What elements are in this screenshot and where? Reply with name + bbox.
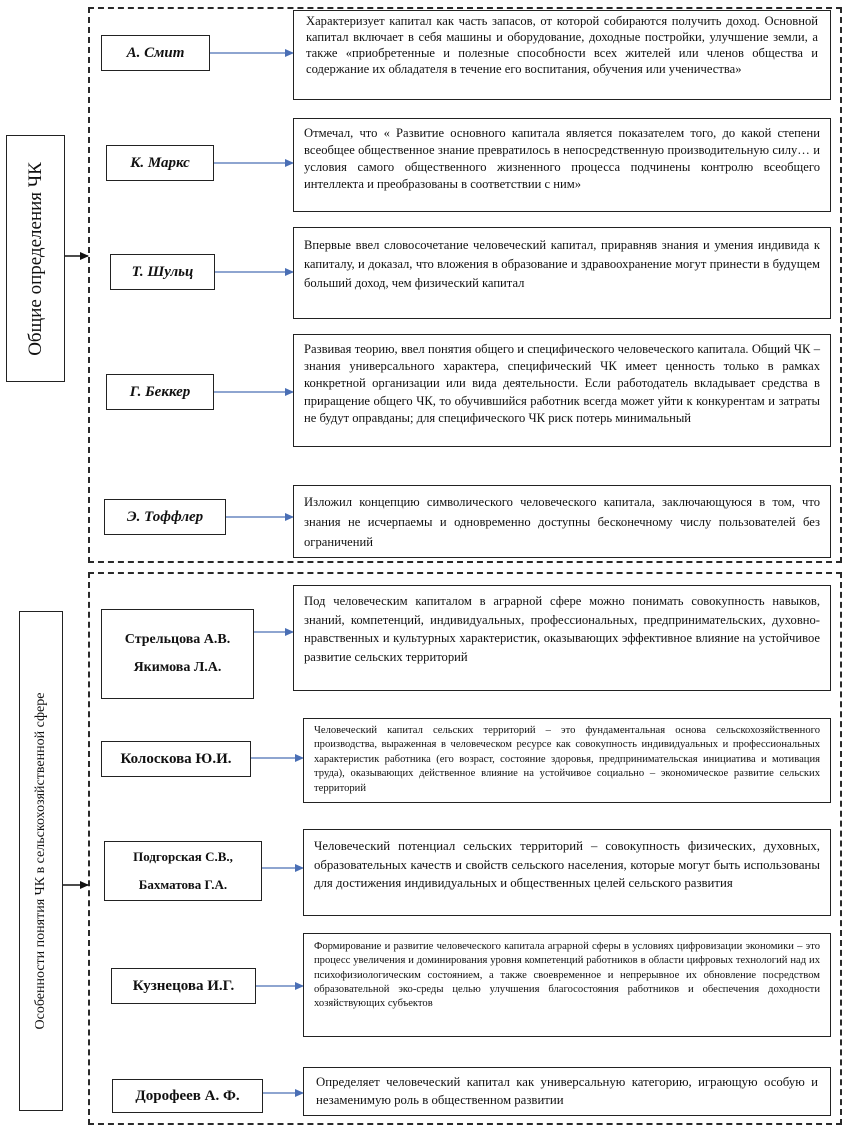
author-becker: Г. Беккер <box>106 374 214 410</box>
side-label-agrarian-text: Особенности понятия ЧК в сельскохозяйственной сфере <box>33 692 48 1030</box>
description-kuznetsova: Формирование и развитие человеческого капитала аграрной сферы в условиях цифровизации экономики – это процесс увеличения и доминирования уровня компетенций работников в области цифровых технологий над их психофизиологическим состоянием, а также своевременное и непрерывное их обновление посредством образовательной эко-среды целью улучшения благосостояния работников и обеспечения доходности хозяйствующих субъектов <box>303 933 831 1037</box>
description-podgorskaya-bakhmatova: Человеческий потенциал сельских территорий – совокупность физических, духовных, образовательных качеств и свойств сельского населения, которые могут быть использованы для достижения индивидуальных и общественных целей сельского развития <box>303 829 831 916</box>
author-streltsova-yakimova <box>101 609 254 699</box>
description-koloskova: Человеческий капитал сельских территорий – это фундаментальная основа сельскохозяйственного производства, выраженная в человеческом ресурсе как совокупность индивидуальных и профессиональных характеристик работника (его возраст, состояние здоровья, предпринимательская инициатива и мотивация труда), оказывающих действенное влияние на устойчивое социально – экономическое развитие сельских территорий <box>303 718 831 803</box>
author-koloskova: Колоскова Ю.И. <box>101 741 251 777</box>
author-toffler: Э. Тоффлер <box>104 499 226 535</box>
description-dorofeev: Определяет человеческий капитал как универсальную категорию, играющую особую и незаменимую роль в общественном развитии <box>303 1067 831 1116</box>
author-podgorskaya: Подгорская С.В., <box>133 849 233 864</box>
side-label-general-text: Общие определения ЧК <box>24 161 46 356</box>
author-podgorskaya-bakhmatova <box>104 841 262 901</box>
author-dorofeev: Дорофеев А. Ф. <box>112 1079 263 1113</box>
author-bakhmatova: Бахматова Г.А. <box>138 877 228 892</box>
description-smith: Характеризует капитал как часть запасов, от которой собираются получить доход. Основной капитал включает в себя машины и оборудование, доходные постройки, улучшение земли, а также «приобретенные и полезные способности всех жителей или членов общества и содержание их обладателя в течение его воспитания, обучения или ученичества» <box>293 10 831 100</box>
author-marx: К. Маркс <box>106 145 214 181</box>
description-schultz: Впервые ввел словосочетание человеческий капитал, приравняв знания и умения индивида к капиталу, и доказал, что вложения в образование и здравоохранение могут принести в будущем больший доход, чем физический капитал <box>293 227 831 319</box>
author-kuznetsova: Кузнецова И.Г. <box>111 968 256 1004</box>
description-marx: Отмечал, что « Развитие основного капитала является показателем того, до какой степени всеобщее общественное знание превратилось в непосредственную производительную силу… и условия самого общественного жизненного процесса подчинены контролю всеобщего интеллекта и преобразованы в соответствии с ним» <box>293 118 831 212</box>
description-toffler: Изложил концепцию символического человеческого капитала, заключающуюся в том, что знания не исчерпаемы и одновременно доступны бесконечному числу пользователей без ограничений <box>293 485 831 558</box>
author-yakimova: Якимова Л.А. <box>133 660 222 675</box>
author-smith: А. Смит <box>101 35 210 71</box>
description-streltsova-yakimova: Под человеческим капиталом в аграрной сфере можно понимать совокупность навыков, знаний, компетенций, индивидуальных, профессиональных, предпринимательских, духовно-нравственных и культурных характеристик, оказывающих эффективное влияние на устойчивое развитие сельских территорий <box>293 585 831 691</box>
description-becker: Развивая теорию, ввел понятия общего и специфического человеческого капитала. Общий ЧК – знания универсального характера, специфический ЧК имеет ценность только в рамках конкретной организации или вида деятельности. Если работодатель вкладывает средства в приращение общего ЧК, то обучившийся работник всегда может уйти к конкурентам и затраты не будут оправданы; для специфического ЧК риск потерь минимальный <box>293 334 831 447</box>
author-streltsova: Стрельцова А.В. <box>124 632 231 647</box>
author-schultz: Т. Шульц <box>110 254 215 290</box>
